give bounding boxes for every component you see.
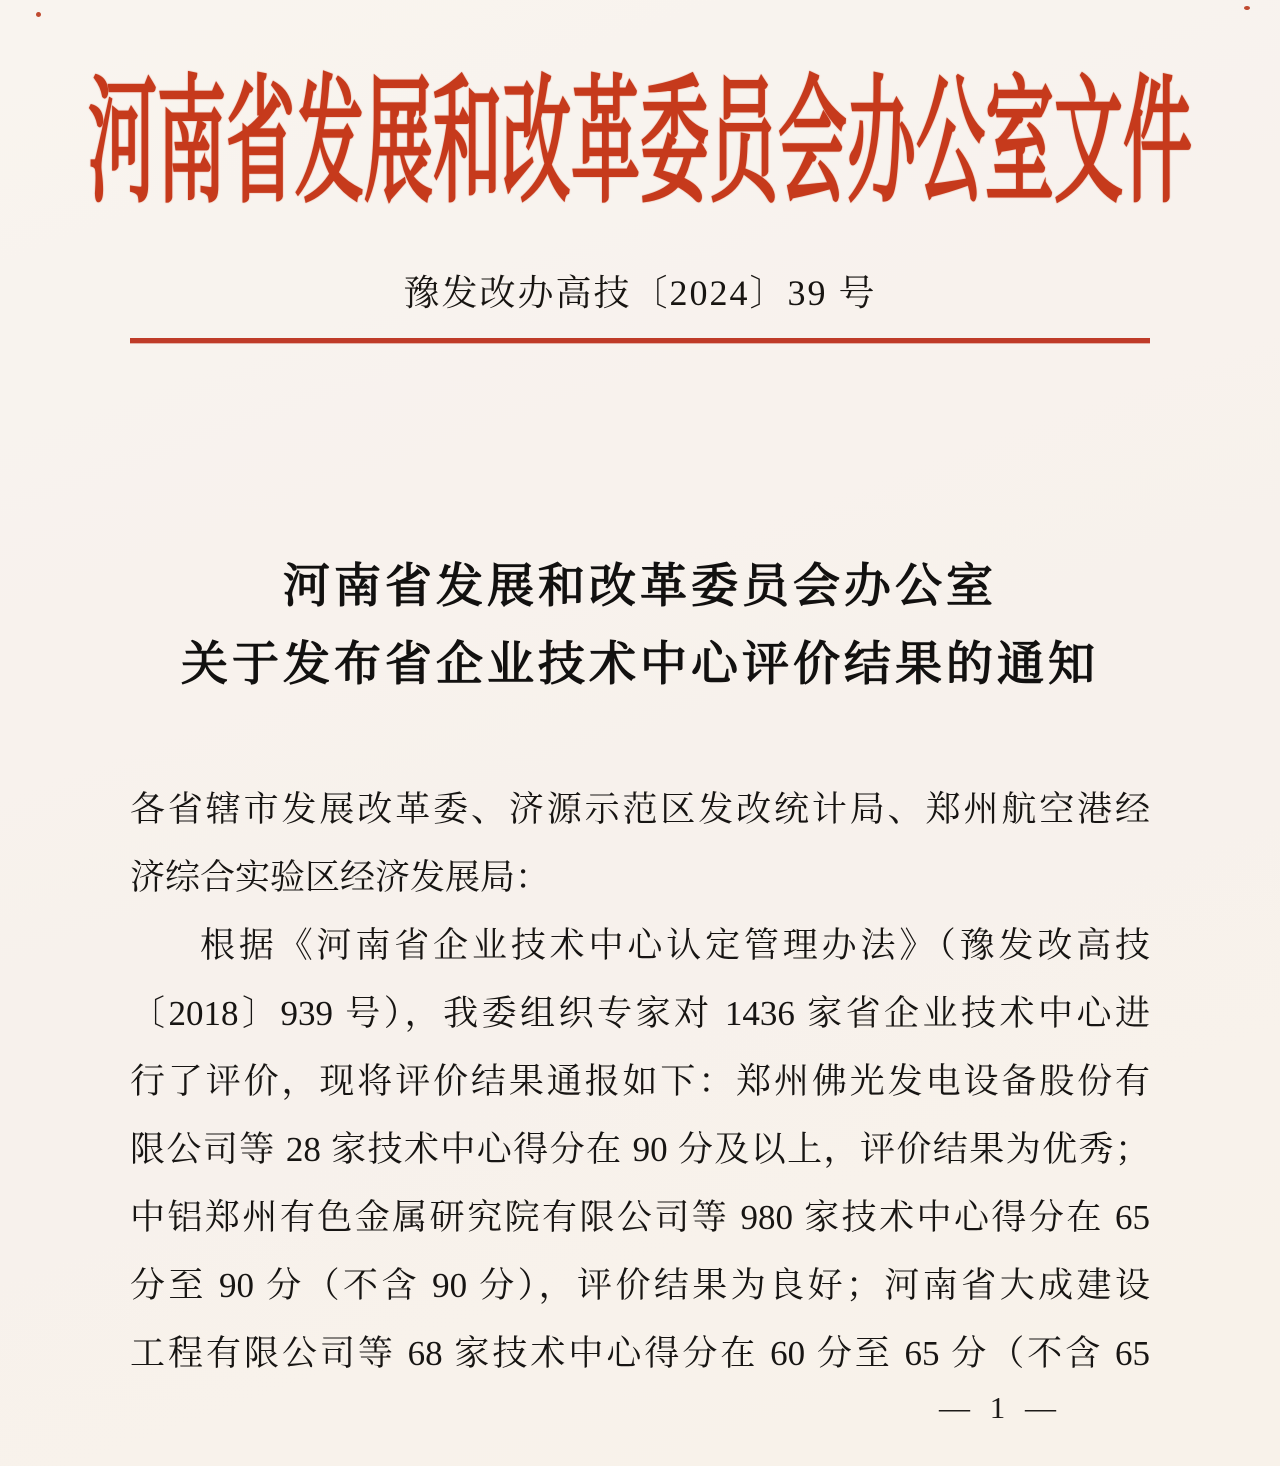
body-line: 限公司等 28 家技术中心得分在 90 分及以上，评价结果为优秀；	[130, 1130, 1150, 1169]
body-line: 根据《河南省企业技术中心认定管理办法》（豫发改高技	[200, 926, 1150, 965]
body-line: 行了评价，现将评价结果通报如下：郑州佛光发电设备股份有	[130, 1062, 1150, 1101]
body-line: 〔2018〕939 号），我委组织专家对 1436 家省企业技术中心进	[130, 994, 1150, 1033]
page-number: — 1 —	[939, 1390, 1062, 1425]
body-line: 济综合实验区经济发展局：	[130, 858, 551, 897]
scan-speck	[36, 12, 41, 17]
document-body	[130, 776, 1150, 1388]
body-line: 工程有限公司等 68 家技术中心得分在 60 分至 65 分（不含 65	[130, 1334, 1150, 1373]
body-line: 分至 90 分（不含 90 分），评价结果为良好；河南省大成建设	[130, 1266, 1150, 1305]
red-header-banner-wrap	[88, 55, 1192, 219]
document-title-line1: 河南省发展和改革委员会办公室	[283, 561, 997, 613]
document-title-line2: 关于发布省企业技术中心评价结果的通知	[181, 639, 1099, 691]
red-header-banner-title: 河南省发展和改革委员会办公室文件	[88, 67, 1192, 219]
document-title	[130, 548, 1150, 704]
red-divider-line	[130, 338, 1150, 343]
scan-speck	[1244, 6, 1250, 10]
document-page	[88, 0, 1192, 1466]
body-line: 各省辖市发展改革委、济源示范区发改统计局、郑州航空港经	[130, 790, 1150, 829]
document-number: 豫发改办高技〔2024〕39 号	[403, 273, 877, 313]
body-line: 中铝郑州有色金属研究院有限公司等 980 家技术中心得分在 65	[130, 1198, 1150, 1237]
